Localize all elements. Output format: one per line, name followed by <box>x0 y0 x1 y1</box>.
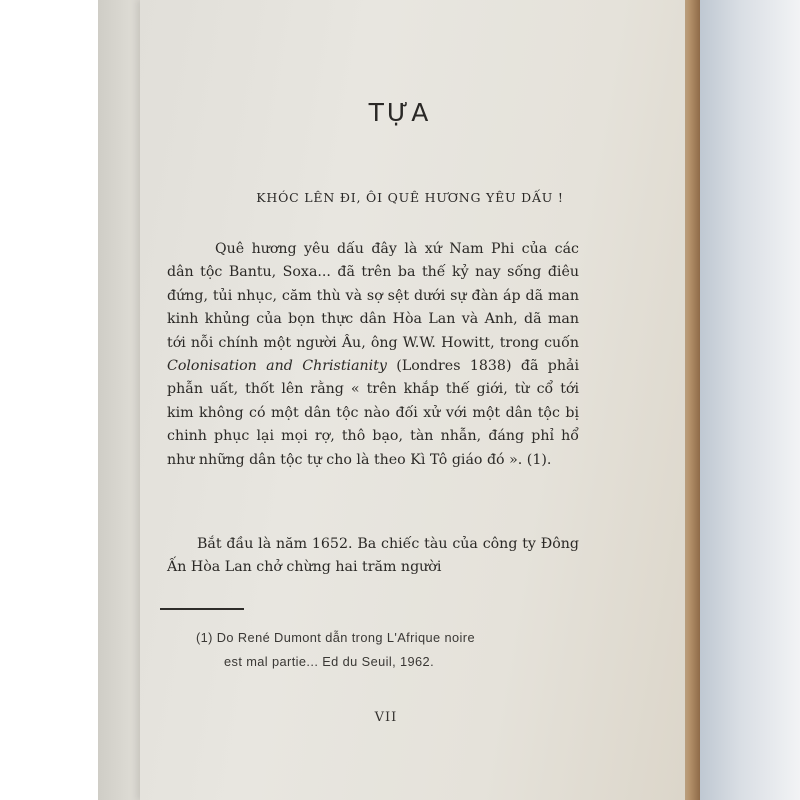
book-page <box>140 0 685 800</box>
paragraph-1 <box>167 238 579 472</box>
background-surface <box>700 0 800 800</box>
paragraph-2: Bắt đầu là năm 1652. Ba chiếc tàu của công ty Đông Ấn Hòa Lan chở chừng hai trăm người <box>167 536 579 576</box>
footnote-divider <box>160 608 244 610</box>
footnote-line-2: est mal partie... Ed du Seuil, 1962. <box>224 654 435 669</box>
paragraph-1-text-before: Quê hương yêu dấu đây là xứ Nam Phi của các dân tộc Bantu, Soxa... đã trên ba thế kỷ nay sống điêu đứng, tủi nhục, căm thù và sợ sệt dưới sự đàn áp dã man kinh khủng của bọn thực dân Hòa Lan và Anh, dã man tới nỗi chính một người Âu, ông W.W. Howitt, trong cuốn <box>167 241 579 351</box>
page-number: VII <box>374 710 398 725</box>
footnote <box>196 626 596 674</box>
footnote-line-1: (1) Do René Dumont dẫn trong L'Afrique noire <box>196 630 475 645</box>
chapter-subtitle: KHÓC LÊN ĐI, ÔI QUÊ HƯƠNG YÊU DẤU ! <box>256 190 564 205</box>
book-title-italic: Colonisation and Christianity <box>167 358 387 375</box>
page-title: TỰA <box>368 98 432 127</box>
paragraph-1-text-after: (Londres 1838) đã phải phẫn uất, thốt lên rằng « trên khắp thế giới, từ cổ tới kim không có một dân tộc nào đối xử với một dân tộc bị chinh phục lại mọi rợ, thô bạo, tàn nhẫn, đáng phỉ hổ như những dân tộc tự cho là theo Kì Tô giáo đó ». (1). <box>167 358 579 468</box>
